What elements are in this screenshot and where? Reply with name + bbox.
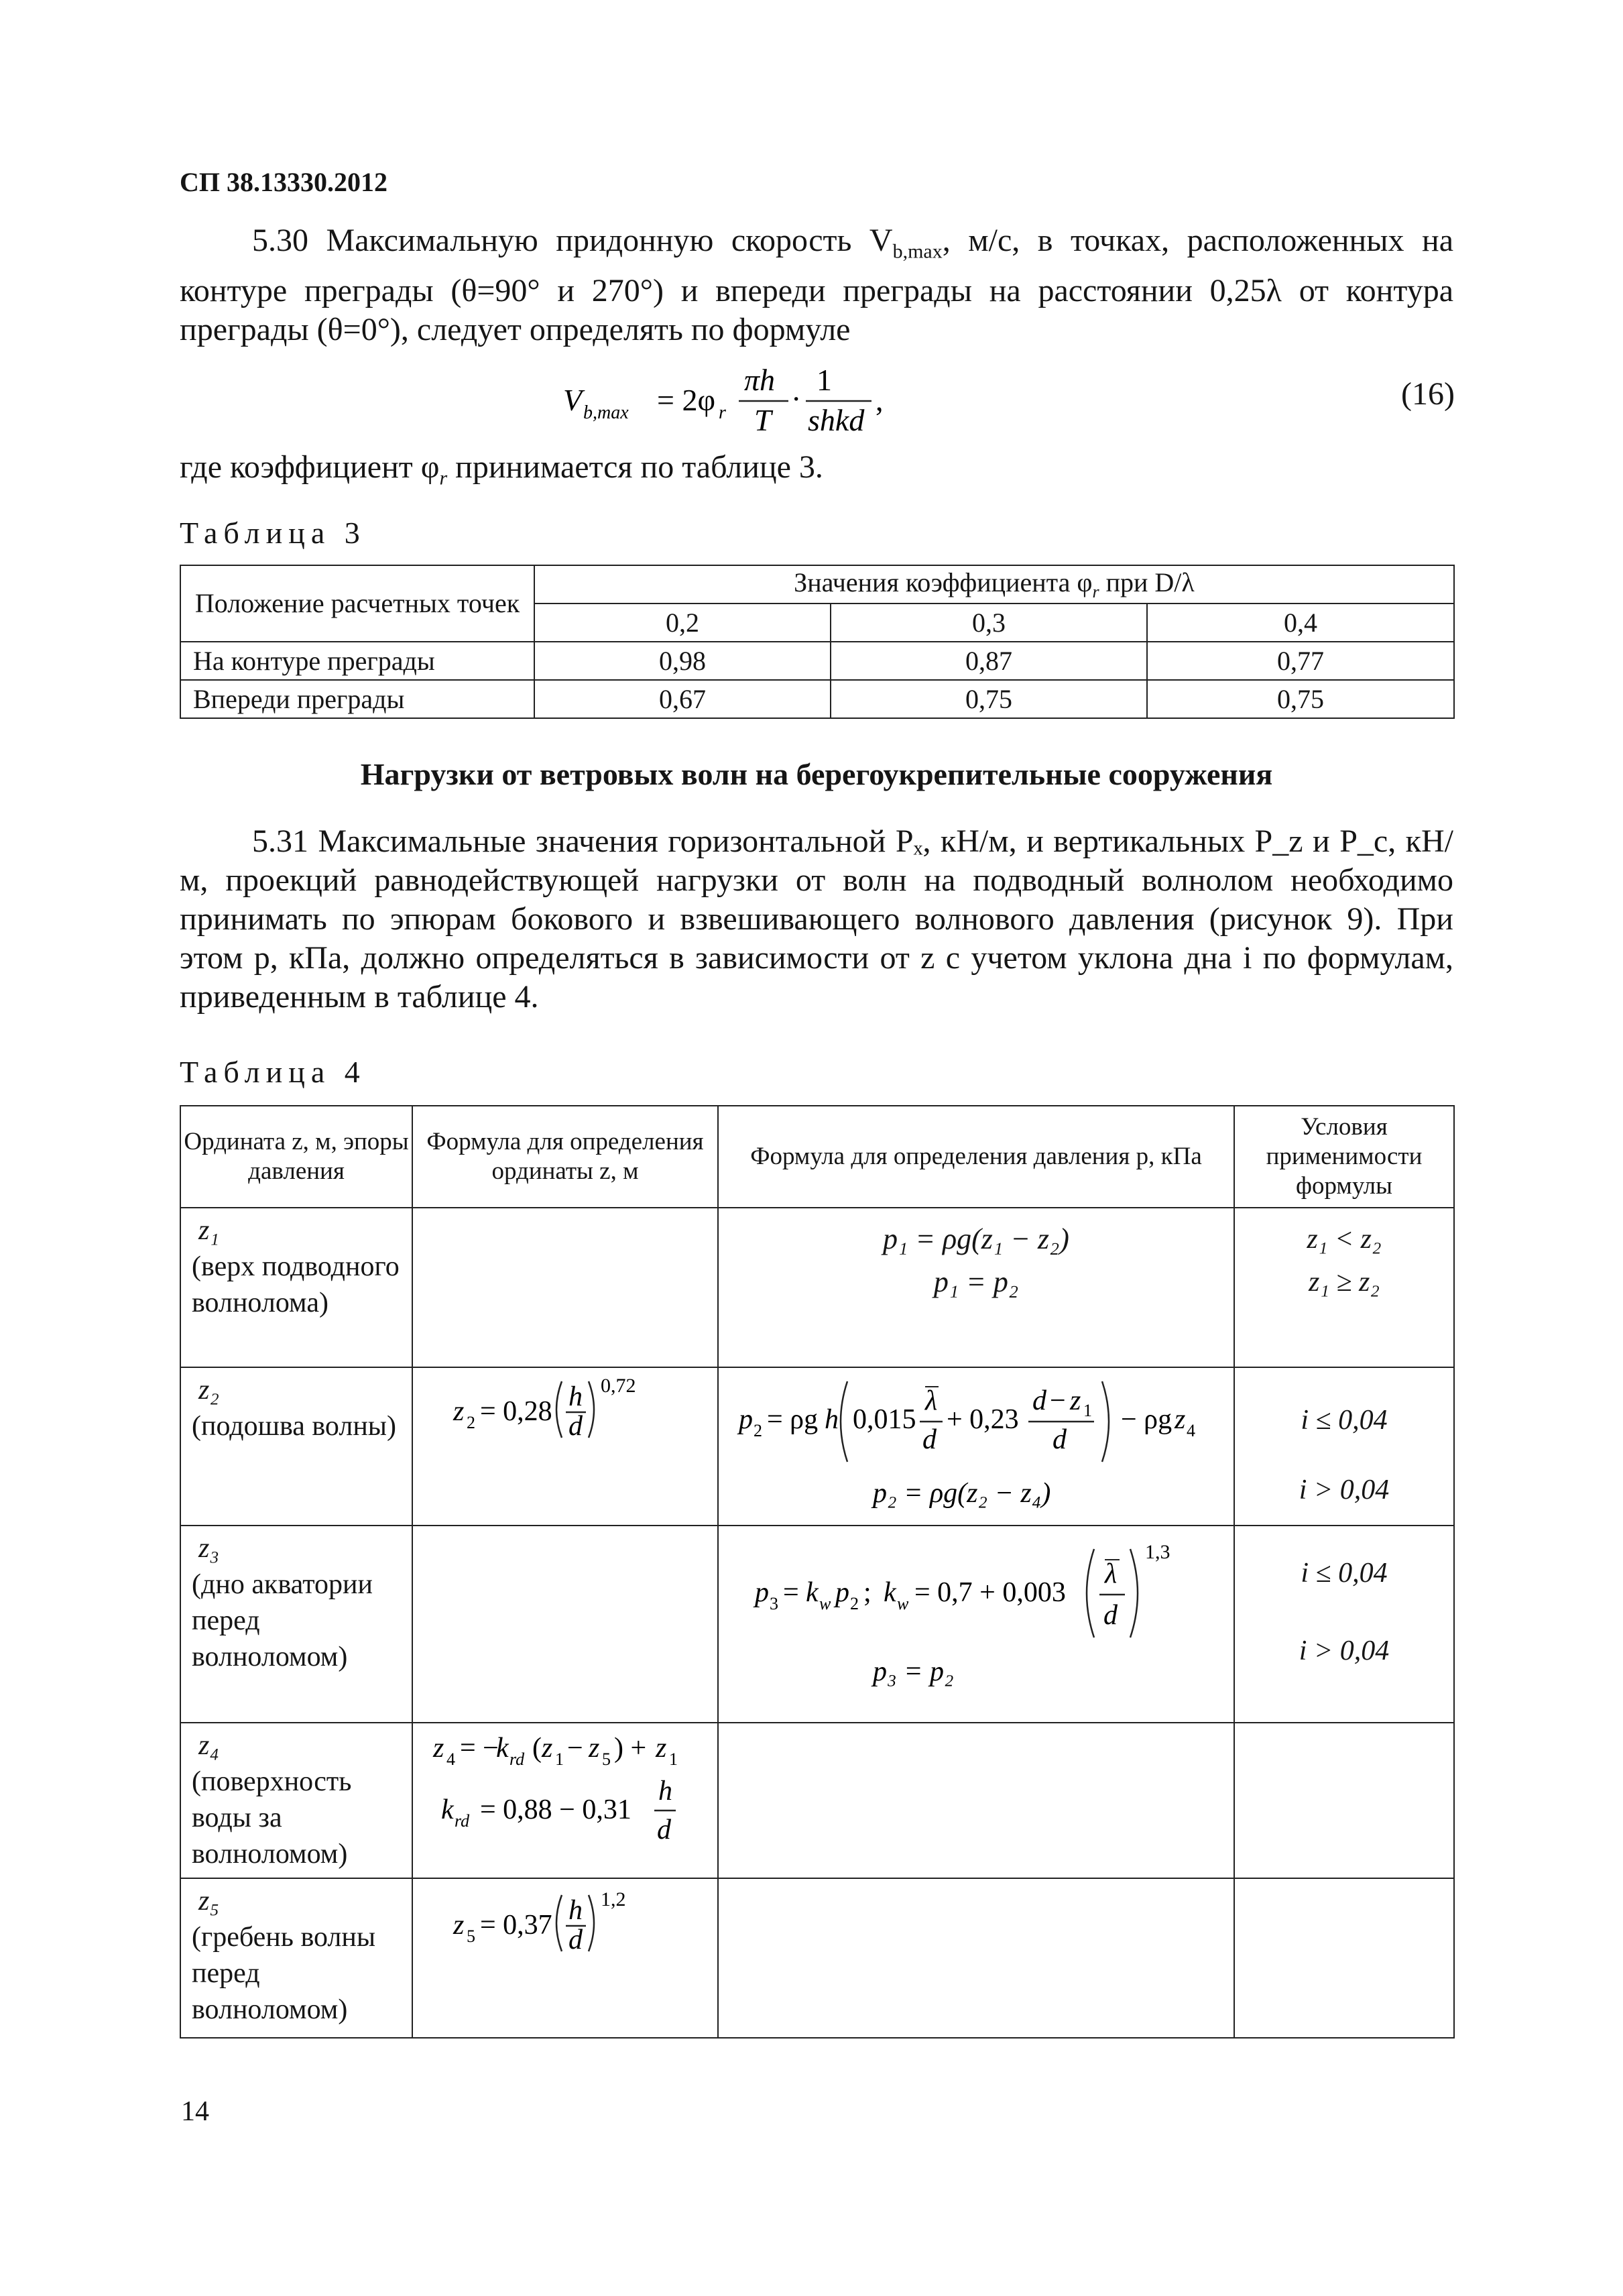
svg-text:rd: rd — [509, 1749, 525, 1769]
svg-text:p: p — [755, 1577, 769, 1608]
condition-cell — [1234, 1208, 1454, 1367]
svg-text:= 0,88 − 0,31: = 0,88 − 0,31 — [480, 1794, 632, 1825]
formula-16-svg — [563, 355, 898, 436]
svg-text:1: 1 — [1083, 1401, 1092, 1420]
table-cell: 0,75 — [831, 680, 1147, 718]
ordinate-cell — [180, 1723, 412, 1878]
svg-text:rd: rd — [455, 1811, 470, 1831]
svg-text:p: p — [835, 1577, 849, 1608]
svg-text:;: ; — [863, 1577, 871, 1608]
values-header-tail: при D/λ — [1099, 567, 1195, 597]
svg-text:z: z — [433, 1733, 444, 1764]
svg-text:3: 3 — [770, 1594, 778, 1613]
svg-text:k: k — [806, 1577, 819, 1608]
svg-text:d: d — [568, 1411, 583, 1442]
svg-text:w: w — [819, 1594, 831, 1613]
table-3-col-0-4: 0,4 — [1147, 604, 1454, 642]
f16-phi-sub: r — [719, 402, 726, 423]
p-formula-cell — [718, 1878, 1234, 2038]
condition-cell — [1234, 1723, 1454, 1878]
svg-text:p₃ = p₂: p₃ = p₂ — [873, 1656, 954, 1687]
f16-v: V — [563, 383, 583, 417]
condition-cell — [1234, 1367, 1454, 1526]
svg-text:w: w — [897, 1594, 909, 1613]
svg-text:2: 2 — [850, 1594, 859, 1613]
svg-text:= 0,37: = 0,37 — [480, 1910, 552, 1941]
svg-text:= ρg: = ρg — [767, 1404, 819, 1435]
ordinate-description: (поверхность воды за волноломом) — [192, 1766, 352, 1870]
paragraph-5-31-text: 5.31 Максимальные значения горизонтальной Pₓ, кН/м, и вертикальных P_z и P_c, кН/м, проекций равнодействующей нагрузки от волн на подводный волнолом необходимо принимать по эпюрам бокового и взвешивающего волнового давления (рисунок 9). При этом p, кПа, должно определяться в зависимости от z с учетом уклона дна i по формулам, приведенным в таблице 4. — [180, 823, 1453, 1015]
svg-text:= 0,7 + 0,003: = 0,7 + 0,003 — [914, 1577, 1066, 1608]
svg-text:) +: ) + — [614, 1733, 647, 1764]
svg-text:d: d — [922, 1424, 937, 1455]
condition: i ≤ 0,04 — [1301, 1558, 1388, 1589]
svg-text:= −: = − — [460, 1733, 499, 1764]
formula-p1a: p₁ = ρg(z₁ − z₂) — [883, 1222, 1069, 1255]
svg-text:−: − — [1050, 1385, 1066, 1416]
svg-text:d: d — [1103, 1600, 1118, 1631]
svg-text:= 0,28: = 0,28 — [480, 1396, 552, 1427]
svg-text:h: h — [568, 1381, 583, 1412]
z-formula-cell — [412, 1723, 718, 1878]
svg-text:h: h — [658, 1776, 672, 1806]
svg-text:d: d — [657, 1815, 671, 1845]
paragraph-5-30 — [180, 221, 1453, 349]
formula-p2 — [719, 1368, 1232, 1519]
paragraph-5-30-lead: 5.30 Максимальную придонную скорость V — [252, 223, 893, 258]
table-row — [180, 1723, 1454, 1878]
svg-text:0,015: 0,015 — [853, 1404, 916, 1435]
table-4-header-z-formula: Формула для определения ординаты z, м — [412, 1106, 718, 1208]
svg-text:λ: λ — [925, 1385, 938, 1416]
where-sub: r — [439, 467, 448, 490]
condition: i > 0,04 — [1299, 1475, 1390, 1505]
table-row — [180, 1208, 1454, 1367]
table-cell: 0,67 — [534, 680, 831, 718]
f16-comma: , — [876, 383, 884, 417]
ordinate-symbol: z₂ — [198, 1375, 219, 1405]
table-4 — [180, 1105, 1455, 2039]
ordinate-cell — [180, 1367, 412, 1526]
table-3-row-label: Впереди преграды — [180, 680, 534, 718]
ordinate-description: (гребень волны перед волноломом) — [192, 1922, 376, 2025]
svg-text:+ 0,23: + 0,23 — [947, 1404, 1019, 1435]
table-4-header-ordinate: Ордината z, м, эпоры давления — [180, 1106, 412, 1208]
table-3 — [180, 565, 1455, 719]
table-cell: 0,87 — [831, 642, 1147, 680]
svg-text:1,3: 1,3 — [1145, 1541, 1170, 1563]
values-header-sub: r — [1092, 582, 1099, 601]
section-title: Нагрузки от ветровых волн на берегоукрепительные сооружения — [360, 757, 1273, 791]
svg-text:1: 1 — [669, 1749, 678, 1769]
svg-text:k: k — [441, 1794, 454, 1825]
formula-16-number: (16) — [1401, 376, 1455, 412]
formula-z2 — [413, 1368, 715, 1462]
condition-cell — [1234, 1526, 1454, 1723]
ordinate-description: (подошва волны) — [192, 1411, 397, 1442]
table-3-values-header — [534, 565, 1454, 604]
table-4-header-p-formula: Формула для определения давления p, кПа — [718, 1106, 1234, 1208]
paragraph-5-31 — [180, 822, 1453, 1017]
table-4-header-conditions: Условия применимости формулы — [1234, 1106, 1454, 1208]
f16-num2: 1 — [817, 363, 832, 397]
z-formula-cell — [412, 1878, 718, 2038]
svg-text:5: 5 — [467, 1927, 475, 1946]
p-formula-cell — [718, 1208, 1234, 1367]
svg-text:2: 2 — [467, 1413, 475, 1432]
table-3-caption: Таблица 3 — [180, 516, 366, 550]
table-4-header-row — [180, 1106, 1454, 1208]
ordinate-description: (верх подводного волнолома) — [192, 1251, 400, 1318]
table-cell: 0,75 — [1147, 680, 1454, 718]
svg-text:z: z — [1070, 1385, 1081, 1416]
condition: z₁ ≥ z₂ — [1309, 1267, 1380, 1298]
v-subscript: b,max — [892, 240, 943, 263]
formula-p3 — [719, 1526, 1232, 1701]
ordinate-symbol: z₃ — [198, 1533, 219, 1564]
svg-text:z: z — [589, 1733, 600, 1764]
where-rest: принимается по таблице 3. — [447, 449, 823, 485]
svg-text:5: 5 — [602, 1749, 611, 1769]
where-lead: где коэффициент φ — [180, 449, 440, 485]
table-row — [180, 642, 1454, 680]
ordinate-symbol: z₅ — [198, 1886, 219, 1916]
condition-cell — [1234, 1878, 1454, 2038]
svg-text:4: 4 — [1187, 1421, 1195, 1440]
z-formula-cell — [412, 1526, 718, 1723]
svg-text:h: h — [568, 1895, 583, 1926]
condition: i ≤ 0,04 — [1301, 1405, 1388, 1436]
svg-text:h: h — [825, 1404, 839, 1435]
table-4-caption: Таблица 4 — [180, 1055, 366, 1089]
svg-text:−: − — [567, 1733, 583, 1764]
svg-text:1,2: 1,2 — [601, 1888, 626, 1910]
ordinate-symbol: z₄ — [198, 1730, 219, 1761]
p-formula-cell — [718, 1367, 1234, 1526]
f16-dot: · — [791, 382, 802, 416]
svg-text:z: z — [1175, 1404, 1186, 1435]
formula-16 — [563, 355, 1455, 436]
table-3-col-0-3: 0,3 — [831, 604, 1147, 642]
svg-text:k: k — [884, 1577, 896, 1608]
svg-text:d: d — [568, 1925, 583, 1955]
f16-num1: πh — [744, 363, 776, 397]
ordinate-symbol: z₁ — [198, 1215, 219, 1246]
f16-v-sub: b,max — [583, 402, 629, 423]
f16-den1: T — [754, 403, 772, 436]
formula-z5 — [413, 1879, 715, 1973]
condition: i > 0,04 — [1299, 1635, 1390, 1666]
svg-text:0,72: 0,72 — [601, 1375, 636, 1397]
svg-text:p: p — [739, 1404, 753, 1435]
svg-text:(: ( — [532, 1733, 542, 1764]
svg-text:d: d — [1053, 1424, 1067, 1455]
svg-text:z: z — [453, 1396, 465, 1427]
z-formula-cell — [412, 1208, 718, 1367]
table-row — [180, 680, 1454, 718]
svg-text:− ρg: − ρg — [1121, 1404, 1173, 1435]
f16-den2: shkd — [808, 403, 865, 436]
paragraph-5-30-rest: , м/с, в точках, расположенных на контуре преграды (θ=90° и 270°) и впереди преграды на расстоянии 0,25λ от контура преграды (θ=0°), следует определять по формуле — [180, 223, 1453, 347]
table-3-row-label: На контуре преграды — [180, 642, 534, 680]
table-3-position-header: Положение расчетных точек — [180, 565, 534, 642]
p-formula-cell — [718, 1526, 1234, 1723]
svg-text:p₂ = ρg(z₂ − z₄): p₂ = ρg(z₂ − z₄) — [873, 1478, 1051, 1509]
table-3-header-row — [180, 565, 1454, 604]
table-3-col-0-2: 0,2 — [534, 604, 831, 642]
document-id: СП 38.13330.2012 — [180, 167, 387, 197]
svg-text:1: 1 — [555, 1749, 564, 1769]
svg-text:=: = — [783, 1577, 799, 1608]
table-row — [180, 1878, 1454, 2038]
table-cell: 0,98 — [534, 642, 831, 680]
ordinate-description: (дно акватории перед волноломом) — [192, 1569, 373, 1672]
svg-text:z: z — [542, 1733, 553, 1764]
svg-text:k: k — [496, 1733, 509, 1764]
condition: z₁ < z₂ — [1307, 1224, 1382, 1255]
formula-p1b: p₁ = p₂ — [933, 1265, 1019, 1298]
table-row — [180, 1367, 1454, 1526]
svg-text:d: d — [1032, 1385, 1046, 1416]
ordinate-cell — [180, 1526, 412, 1723]
formula-z4 — [413, 1723, 715, 1875]
svg-text:z: z — [656, 1733, 667, 1764]
f16-eq: = 2φ — [657, 383, 715, 417]
svg-text:2: 2 — [754, 1421, 762, 1440]
paragraph-5-30-where — [180, 448, 1453, 498]
ordinate-cell — [180, 1208, 412, 1367]
z-formula-cell — [412, 1367, 718, 1526]
values-header-text: Значения коэффициента φ — [794, 567, 1093, 597]
page-number: 14 — [181, 2096, 209, 2127]
ordinate-cell — [180, 1878, 412, 2038]
p-formula-cell — [718, 1723, 1234, 1878]
svg-text:λ: λ — [1105, 1558, 1118, 1589]
table-row — [180, 1526, 1454, 1723]
svg-text:z: z — [453, 1910, 465, 1941]
svg-text:4: 4 — [446, 1749, 455, 1769]
table-cell: 0,77 — [1147, 642, 1454, 680]
